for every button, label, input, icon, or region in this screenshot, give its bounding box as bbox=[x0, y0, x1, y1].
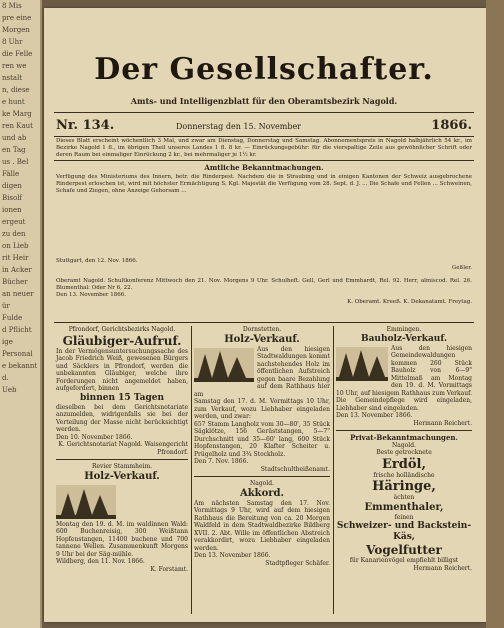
ad-product: Vogelfutter bbox=[366, 543, 442, 557]
notice-title: Holz-Verkauf. bbox=[84, 470, 160, 482]
binding-text-line: n, diese bbox=[2, 86, 30, 94]
notice-body: Aus den hiesigen Gemeindewaldungen kommen 260 Stück Bauholz von 6—9" Mittelmaß am Montag den 19. d. M. Vormittags 10 Uhr, auf hiesigem Rathhaus zum Verkauf. Die Gemeindepflege wird eingeladen, Liebhaber sind eingeladen. bbox=[336, 344, 472, 412]
ad-intro: Beste getrocknete bbox=[376, 449, 432, 456]
binding-text-line: ke Marg bbox=[2, 110, 32, 118]
oberamt-date: Den 13. November 1866. bbox=[56, 292, 127, 298]
notice-when: Samstag den 17. d. M. Vormittags 10 Uhr, zum Verkauf, wozu Liebhaber eingeladen werden, und zwar: bbox=[194, 398, 330, 420]
binding-text-line: e hunt bbox=[2, 98, 25, 106]
notice-date: Den 13. November 1866. bbox=[336, 412, 413, 419]
column-right bbox=[336, 326, 472, 614]
ad-place: Nagold. bbox=[392, 441, 416, 449]
notice-body: Am nächsten Samstag den 17. Nov. Vormittags 9 Uhr, wird auf dem hiesigen Rathhaus die Bereitung von ca. 20 Morgen Waldfeld in dem Stadtwaldbezirke Bildberg XVII. 2. Abt. Wille im öffentlichen Abstreich verakkordirt, wozu Liebhaber eingeladen werden. bbox=[194, 499, 330, 552]
binding-text-line: rit Heir bbox=[2, 254, 29, 262]
binding-text-line: 8 Uhr bbox=[2, 38, 23, 46]
binding-text-line: e bekannt bbox=[2, 362, 38, 370]
notice-place: Pfrondorf, Gerichtsbezirks Nagold. bbox=[68, 326, 176, 333]
notice-place: Revier Stammheim. bbox=[91, 463, 153, 470]
binding-text-line: 8 Mis bbox=[2, 2, 22, 10]
binding-text-line: ür bbox=[2, 302, 10, 310]
ad-signer: Hermann Reichert. bbox=[413, 564, 472, 572]
ad-product: Emmenthaler, bbox=[364, 501, 444, 513]
binding-text-line: digen bbox=[2, 182, 22, 190]
newspaper-page bbox=[44, 8, 486, 622]
divider bbox=[54, 112, 474, 113]
notice-title: Akkord. bbox=[239, 487, 285, 499]
column-middle bbox=[194, 326, 330, 614]
official-heading: Amtliche Bekanntmachungen. bbox=[204, 163, 324, 172]
binding-text-line: Bisolf bbox=[2, 194, 23, 202]
binding-text-line: pre eine bbox=[2, 14, 32, 22]
ad-product: Erdöl, bbox=[382, 456, 426, 472]
binding-text-line: ige bbox=[2, 338, 13, 346]
woodcut-forest-image bbox=[336, 347, 388, 381]
notice-title: Bauholz-Verkauf. bbox=[360, 333, 448, 344]
ad-descriptor: ächten bbox=[393, 494, 415, 501]
column-divider bbox=[191, 326, 192, 614]
notice-signer: Stadtschultheißenamt. bbox=[260, 465, 330, 473]
notice-items: 657 Stamm Langholz vom 30—80', 35 Stück Sägklötze, 156 Gerüststangen, 5—7" Durchschnitt und 35—60' lang, 600 Stück Hopfenstangen, 20 Klafter Scheiter u. Prügelholz und 3¾ Stockholz. bbox=[194, 420, 330, 458]
official-signoff: Stuttgart, den 12. Nov. 1866. bbox=[56, 258, 138, 264]
notice-date: Wildberg, den 11. Nov. 1866. bbox=[56, 558, 145, 565]
binding-text-line: Fulde bbox=[2, 314, 23, 322]
notice-place: Emmingen. bbox=[386, 326, 422, 333]
binding-text-line: nstalt bbox=[2, 74, 23, 82]
oberamt-text: Oberamt Nagold. Schultkonferenz Mittwoch den 21. Nov. Morgens 9 Uhr. Schulheft. Gell, Gerl und Emmhardt, Rel. 92. Herr, almiscod. Rel. 26. Blumenthal: Oder Nr 6, 22. bbox=[56, 278, 472, 291]
notice-date: Den 7. Nov. 1866. bbox=[194, 458, 249, 465]
binding-text-line: Fälle bbox=[2, 170, 20, 178]
binding-text-line: Personal bbox=[2, 350, 33, 358]
notice-body: dieselben bei dem Gerichtsnotariate anzumelden, widrigenfalls sie bei der Verteilung der Masse nicht berücksichtigt werden. bbox=[56, 403, 188, 433]
ad-descriptor: frische holländische bbox=[373, 471, 435, 479]
masthead-subtitle: Amts- und Intelligenzblatt für den Oberamtsbezirk Nagold. bbox=[130, 96, 398, 106]
binding-text-line: ren Kaut bbox=[2, 122, 33, 130]
binding-text-line: und ab bbox=[2, 134, 27, 142]
official-signer: Geßler. bbox=[451, 265, 472, 271]
binding-text-line: d. bbox=[2, 374, 9, 382]
issue-year: 1866. bbox=[431, 118, 472, 133]
binding-text-line: Ueb bbox=[2, 386, 17, 394]
notice-signer: K. Forstamt. bbox=[150, 565, 188, 573]
issue-row bbox=[56, 116, 472, 136]
binding-text-line: in Acker bbox=[2, 266, 32, 274]
divider bbox=[54, 322, 474, 323]
binding-text-line: us . Bel bbox=[2, 158, 29, 166]
masthead-title: Der Gesellschafter. bbox=[94, 52, 434, 87]
oberamt-signer: K. Oberamt. Kreeß. K. Dekanatamt. Freytag. bbox=[347, 299, 472, 305]
ad-product: Schweizer- und Backstein-Käs, bbox=[336, 521, 472, 542]
woodcut-forest-image bbox=[56, 485, 116, 519]
notice-body: In der Vermögensuntersuchungssache des Jacob Friedrich Weiß, gewesenen Bürgers und Säcklers in Pfrondorf, werden die unbekannten Gläubiger, welche ihre Forderungen nicht angemeldet haben, aufgefordert, binnen bbox=[56, 347, 188, 392]
notice-date: Den 10. November 1866. bbox=[56, 433, 133, 441]
binding-text-line: Morgen bbox=[2, 26, 30, 34]
notice-signer: Stadtpfleger Schäfer. bbox=[265, 559, 330, 567]
binding-text-line: ren we bbox=[2, 62, 27, 70]
divider bbox=[54, 160, 474, 161]
notice-signer: Hermann Reichert. bbox=[413, 419, 472, 427]
notice-place: Dornstetten. bbox=[242, 326, 282, 333]
notice-body: Montag den 19. d. M. im waldinnen Wald: 600 Buchenreisig, 300 Weißtann Hopfenstangen, 11400 buchene und 700 tannene Wellen. Zusammenkunft Morgens 9 Uhr bei der Säg-mühle. bbox=[56, 520, 188, 558]
official-section bbox=[56, 163, 472, 272]
issue-date: Donnerstag den 15. November bbox=[176, 122, 301, 131]
ad-descriptor: feinen bbox=[394, 513, 414, 521]
binding-text-line: Bücher bbox=[2, 278, 28, 286]
binding-text-line: on Lieb bbox=[2, 242, 29, 250]
official-text: Verfügung des Ministeriums des Innern, betr. die Rinderpest. Nachdem die in Straubing und in einigen Kantonen der Schweiz ausgebrochene Rinderpest erloschen ist, wird mit höchster Ermächtigung S. Kgl. Majestät die Verfügung vom 28. Sept. d. J. ... Die Schafe und Fellen ... Schweinen, Schafe und Ziegen, ohne Anzeige Gehorsam ... bbox=[56, 174, 472, 194]
binding-text-line: ionen bbox=[2, 206, 22, 214]
issue-number: Nr. 134. bbox=[56, 118, 115, 133]
ad-product: Häringe, bbox=[372, 479, 436, 494]
oberamt-notice bbox=[56, 278, 472, 306]
notice-body: Aus den hiesigen Stadtwaldungen kommt nachstehendes Holz im öffentlichen Aufstreich gegen baare Bezahlung auf dem Rathhaus hier am bbox=[194, 345, 330, 398]
binding-text-line: zu den bbox=[2, 230, 26, 238]
notice-signer: K. Gerichtsnotariat Nagold. Waisengericht Pfrondorf. bbox=[58, 441, 188, 456]
notice-title: Holz-Verkauf. bbox=[224, 333, 300, 345]
notice-deadline: binnen 15 Tagen bbox=[79, 392, 165, 403]
column-divider bbox=[333, 326, 334, 614]
binding-text-line: ergeut bbox=[2, 218, 26, 226]
divider bbox=[54, 136, 474, 137]
binder-edge bbox=[486, 0, 504, 628]
notice-title: Gläubiger-Aufruf. bbox=[62, 333, 182, 348]
ad-descriptor: für Kanarienvögel empfiehlt billigst bbox=[349, 557, 459, 564]
column-left bbox=[56, 326, 188, 614]
binding-text-line: en Tag bbox=[2, 146, 26, 154]
subscription-notice: Dieses Blatt erscheint wöchentlich 3 Mal, und zwar am Dienstag, Donnerstag und Samstag. Abonnementspreis in Nagold halbjährlich 54 kr., im Bezirke Nagold 1 fl., im übrigen Theil unseres Landes 1 fl. 8 kr. — Einrückungsgebühr: für die vierspaltige Zeile aus gewöhnlicher Schrift oder deren Raum bei einmaliger Einrückung 2 kr., bei mehrmaliger je 1½ kr. bbox=[56, 138, 472, 158]
private-heading: Privat-Bekanntmachungen. bbox=[350, 433, 458, 442]
previous-page-binding bbox=[0, 0, 42, 628]
binding-text-line: an neuer bbox=[2, 290, 34, 298]
binding-text-line: d Pflicht bbox=[2, 326, 32, 334]
notice-date: Den 13. November 1866. bbox=[194, 552, 271, 559]
notice-place: Nagold. bbox=[250, 480, 274, 487]
binding-text-line: die Felle bbox=[2, 50, 33, 58]
woodcut-forest-image bbox=[194, 348, 254, 382]
